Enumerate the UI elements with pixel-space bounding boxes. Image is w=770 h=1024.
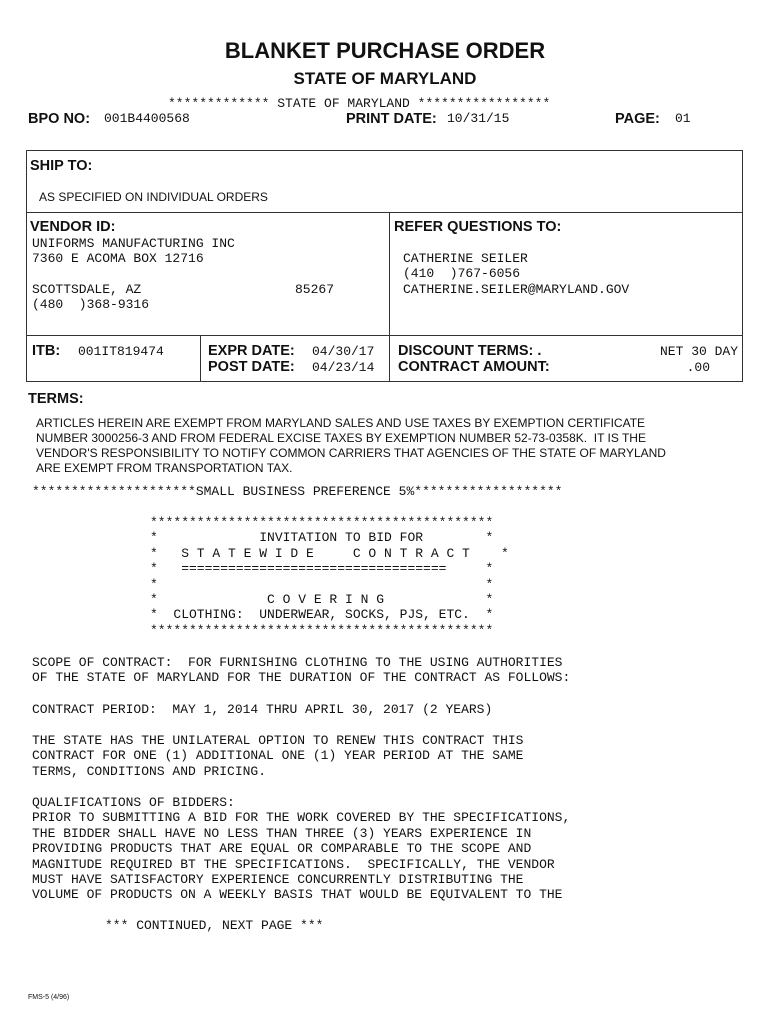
itb-number: 001IT819474 (78, 344, 164, 359)
state-banner: ************* STATE OF MARYLAND ***************** (168, 96, 551, 111)
document-subtitle: STATE OF MARYLAND (293, 69, 477, 88)
vendor-address: 7360 E ACOMA BOX 12716 (32, 251, 204, 266)
itb-label: ITB: (32, 343, 61, 359)
scope-of-contract: SCOPE OF CONTRACT: FOR FURNISHING CLOTHING TO THE USING AUTHORITIES OF THE STATE OF MARYLAND FOR THE DURATION OF THE CONTRACT AS FOLLOWS: (32, 655, 571, 686)
post-date-value: 04/23/14 (312, 360, 375, 375)
document-title: BLANKET PURCHASE ORDER (224, 38, 546, 63)
contact-phone: (410 )767-6056 (403, 266, 521, 281)
invitation-to-bid-box: ******************************************** * INVITATION TO BID FOR * * S T A T E W I D E C O N T R A C T * * ================================== * * * * C O V E R I N G * * CLOTHING: UNDERWEAR, SOCKS, PJS, ETC. * ******************************************** (150, 515, 509, 638)
terms-line-1: ARTICLES HEREIN ARE EXEMPT FROM MARYLAND SALES AND USE TAXES BY EXEMPTION CERTIFICATE (36, 416, 646, 430)
terms-line-3: VENDOR'S RESPONSIBILITY TO NOTIFY COMMON CARRIERS THAT AGENCIES OF THE STATE OF MARYLAND (36, 446, 666, 460)
bpo-number: 001B4400568 (104, 111, 190, 126)
vendor-id-label: VENDOR ID: (30, 219, 116, 235)
form-id: FMS-5 (4/96) (28, 994, 70, 1001)
discount-terms-label: DISCOUNT TERMS: . (398, 343, 542, 359)
refer-questions-label: REFER QUESTIONS TO: (394, 219, 562, 235)
vendor-name: UNIFORMS MANUFACTURING INC (32, 236, 235, 251)
ship-to-label: SHIP TO: (30, 158, 93, 174)
contract-period: CONTRACT PERIOD: MAY 1, 2014 THRU APRIL 30, 2017 (2 YEARS) (32, 702, 493, 717)
itb-divider-1 (200, 335, 201, 382)
discount-terms-value: NET 30 DAY (659, 344, 738, 359)
ship-to-value: AS SPECIFIED ON INDIVIDUAL ORDERS (39, 190, 268, 204)
vendor-city-state: SCOTTSDALE, AZ (32, 282, 142, 297)
print-date-label: PRINT DATE: (346, 111, 437, 127)
small-business-preference: *********************SMALL BUSINESS PREFERENCE 5%******************* (32, 484, 563, 499)
terms-line-4: ARE EXEMPT FROM TRANSPORTATION TAX. (36, 461, 293, 475)
terms-label: TERMS: (28, 391, 84, 407)
vendor-box (26, 212, 743, 336)
vendor-phone: (480 )368-9316 (32, 297, 150, 312)
page-number: 01 (675, 111, 691, 126)
continued-next-page: *** CONTINUED, NEXT PAGE *** (105, 918, 324, 933)
renewal-option: THE STATE HAS THE UNILATERAL OPTION TO RENEW THIS CONTRACT THIS CONTRACT FOR ONE (1) ADDITIONAL ONE (1) YEAR PERIOD AT THE SAME TERMS, CONDITIONS AND PRICING. (32, 733, 524, 779)
expr-date-label: EXPR DATE: (208, 343, 295, 359)
expr-date-value: 04/30/17 (312, 344, 375, 359)
post-date-label: POST DATE: (208, 359, 295, 375)
contract-amount-label: CONTRACT AMOUNT: (398, 359, 550, 375)
contact-email: CATHERINE.SEILER@MARYLAND.GOV (403, 282, 630, 297)
print-date-value: 10/31/15 (447, 111, 510, 126)
itb-divider-2 (389, 335, 390, 382)
qualifications-of-bidders: QUALIFICATIONS OF BIDDERS: PRIOR TO SUBMITTING A BID FOR THE WORK COVERED BY THE SPECIFICATIONS, THE BIDDER SHALL HAVE NO LESS THAN THREE (3) YEARS EXPERIENCE IN PROVIDING PRODUCTS THAT ARE EQUAL OR COMPARABLE TO THE SCOPE AND MAGNITUDE REQUIRED BT THE SPECIFICATIONS. SPECIFICALLY, THE VENDOR MUST HAVE SATISFACTORY EXPERIENCE CONCURRENTLY DISTRIBUTING THE VOLUME OF PRODUCTS ON A WEEKLY BASIS THAT WOULD BE EQUIVALENT TO THE (32, 795, 571, 903)
contact-name: CATHERINE SEILER (403, 251, 528, 266)
page-label: PAGE: (615, 111, 660, 127)
contract-amount-value: .00 (686, 360, 710, 375)
terms-line-2: NUMBER 3000256-3 AND FROM FEDERAL EXCISE TAXES BY EXEMPTION NUMBER 52-73-0358K. IT IS THE (36, 431, 646, 445)
bpo-label: BPO NO: (28, 111, 91, 127)
vendor-divider (389, 212, 390, 336)
vendor-zip: 85267 (295, 282, 335, 297)
